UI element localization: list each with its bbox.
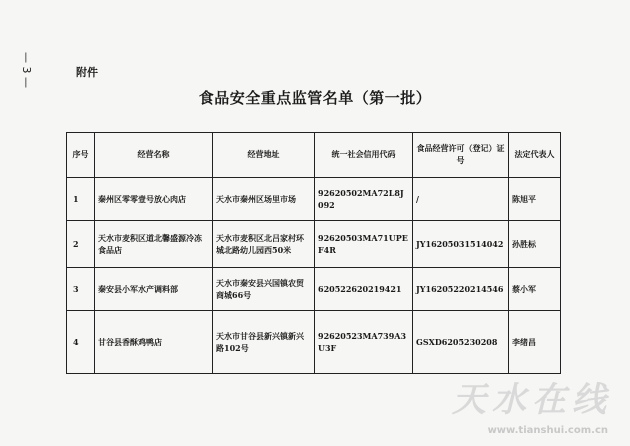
cell-credit-code: 92620502MA72L8J092 [315, 178, 413, 221]
supervision-list-table [66, 132, 561, 374]
cell-credit-code: 620522620219421 [315, 268, 413, 311]
table-row [67, 268, 561, 311]
cell-business-address: 天水市甘谷县新兴镇新兴路102号 [213, 311, 315, 374]
table-row [67, 311, 561, 374]
header-license-number: 食品经营许可（登记）证号 [413, 133, 509, 178]
header-legal-representative: 法定代表人 [509, 133, 561, 178]
header-credit-code: 统一社会信用代码 [315, 133, 413, 178]
page-number [20, 52, 32, 91]
header-business-address: 经营地址 [213, 133, 315, 178]
cell-credit-code: 92620503MA71UPEF4R [315, 221, 413, 268]
document-title: 食品安全重点监管名单（第一批） [198, 89, 432, 107]
table-row [67, 221, 561, 268]
cell-legal-representative: 陈旭平 [509, 178, 561, 221]
cell-business-address: 天水市秦州区场里市场 [213, 178, 315, 221]
cell-license-number: / [413, 178, 509, 221]
cell-index: 2 [67, 221, 95, 268]
cell-business-name: 甘谷县香酥鸡鸭店 [95, 311, 213, 374]
cell-business-name: 天水市麦积区道北馨盛源冷冻食品店 [95, 221, 213, 268]
table-row [67, 178, 561, 221]
cell-legal-representative: 孙胜标 [509, 221, 561, 268]
watermark-url: www.tianshui.com.cn [487, 425, 608, 436]
table-header-row [67, 133, 561, 178]
cell-license-number: GSXD6205230208 [413, 311, 509, 374]
cell-business-name: 秦州区零零壹号放心肉店 [95, 178, 213, 221]
cell-index: 4 [67, 311, 95, 374]
cell-business-address: 天水市麦积区北吕家村环城北路幼儿园西50米 [213, 221, 315, 268]
cell-legal-representative: 李绪昌 [509, 311, 561, 374]
page-number-text: — 3 — [20, 52, 33, 88]
header-index: 序号 [67, 133, 95, 178]
cell-credit-code: 92620523MA739A3U3F [315, 311, 413, 374]
cell-index: 1 [67, 178, 95, 221]
cell-index: 3 [67, 268, 95, 311]
cell-legal-representative: 蔡小军 [509, 268, 561, 311]
cell-license-number: JY16205031514042 [413, 221, 509, 268]
watermark-logo: 天水在线 [452, 380, 612, 420]
cell-license-number: JY16205220214546 [413, 268, 509, 311]
header-business-name: 经营名称 [95, 133, 213, 178]
cell-business-name: 秦安县小军水产调料部 [95, 268, 213, 311]
attachment-label: 附件 [76, 66, 98, 79]
cell-business-address: 天水市秦安县兴国镇农贸商城66号 [213, 268, 315, 311]
